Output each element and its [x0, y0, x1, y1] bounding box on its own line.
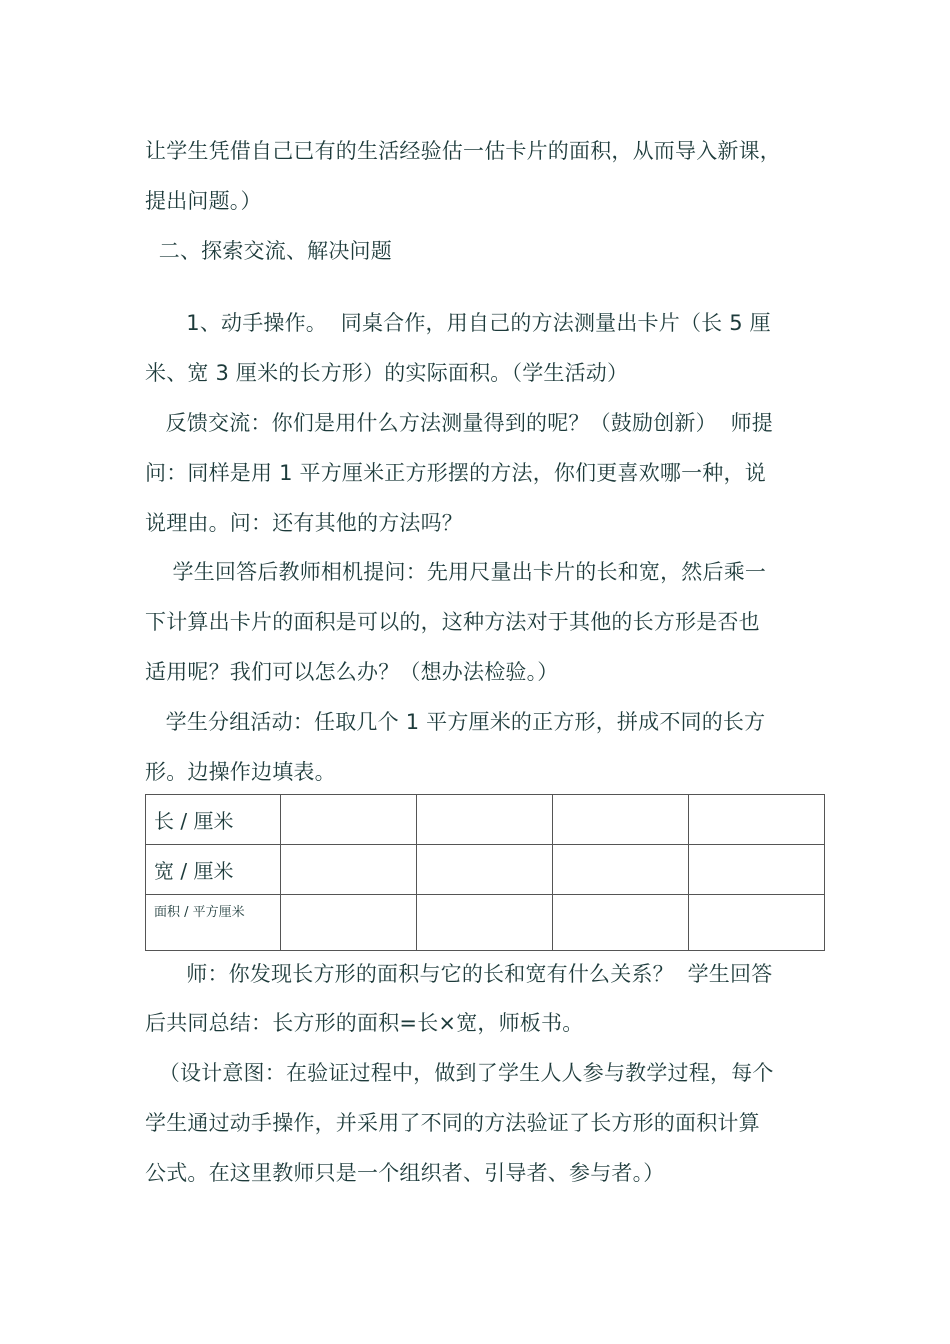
- table-cell: [281, 895, 417, 951]
- paragraph-line: 让学生凭借自己已有的生活经验估一估卡片的面积，从而导入新课，: [145, 139, 781, 163]
- paragraph-line: 米、宽 3 厘米的长方形）的实际面积。（学生活动）: [145, 361, 629, 385]
- paragraph-line: 提出问题。）: [145, 189, 262, 213]
- table-row: [146, 895, 825, 951]
- table-cell: [281, 795, 417, 845]
- paragraph-line: 问：同样是用 1 平方厘米正方形摆的方法，你们更喜欢哪一种，说: [145, 461, 766, 485]
- section-heading: 二、探索交流、解决问题: [145, 239, 392, 263]
- paragraph-line: 师：你发现长方形的面积与它的长和宽有什么关系？ 学生回答: [145, 962, 773, 986]
- paragraph-line: 后共同总结：长方形的面积=长×宽，师板书。: [145, 1011, 584, 1035]
- row-label-length: 长 / 厘米: [146, 795, 281, 845]
- paragraph-line: 学生通过动手操作，并采用了不同的方法验证了长方形的面积计算: [145, 1111, 760, 1135]
- table-cell: [417, 795, 553, 845]
- table-cell: [417, 895, 553, 951]
- table-row: [146, 795, 825, 845]
- paragraph-line: 学生分组活动：任取几个 1 平方厘米的正方形，拼成不同的长方: [145, 710, 766, 734]
- table-cell: [689, 795, 825, 845]
- paragraph-line: 说理由。问：还有其他的方法吗？: [145, 511, 463, 535]
- paragraph-line: 1、动手操作。 同桌合作，用自己的方法测量出卡片（长 5 厘: [145, 311, 771, 335]
- paragraph-line: （设计意图：在验证过程中，做到了学生人人参与教学过程，每个: [145, 1061, 774, 1085]
- row-label-area: 面积 / 平方厘米: [146, 895, 281, 951]
- paragraph-line: 下计算出卡片的面积是可以的，这种方法对于其他的长方形是否也: [145, 610, 760, 634]
- table-cell: [689, 845, 825, 895]
- paragraph-line: 形。边操作边填表。: [145, 760, 336, 784]
- table-cell: [281, 845, 417, 895]
- measurement-table: [145, 794, 825, 951]
- table-row: [146, 845, 825, 895]
- table-cell: [689, 895, 825, 951]
- row-label-width: 宽 / 厘米: [146, 845, 281, 895]
- table-cell: [553, 895, 689, 951]
- table-cell: [553, 845, 689, 895]
- table-cell: [553, 795, 689, 845]
- table-cell: [417, 845, 553, 895]
- paragraph-line: 反馈交流：你们是用什么方法测量得到的呢？（鼓励创新） 师提: [145, 411, 773, 435]
- paragraph-line: 公式。在这里教师只是一个组织者、引导者、参与者。）: [145, 1161, 665, 1185]
- paragraph-line: 学生回答后教师相机提问：先用尺量出卡片的长和宽，然后乘一: [145, 560, 767, 584]
- paragraph-line: 适用呢？我们可以怎么办？（想办法检验。）: [145, 660, 559, 684]
